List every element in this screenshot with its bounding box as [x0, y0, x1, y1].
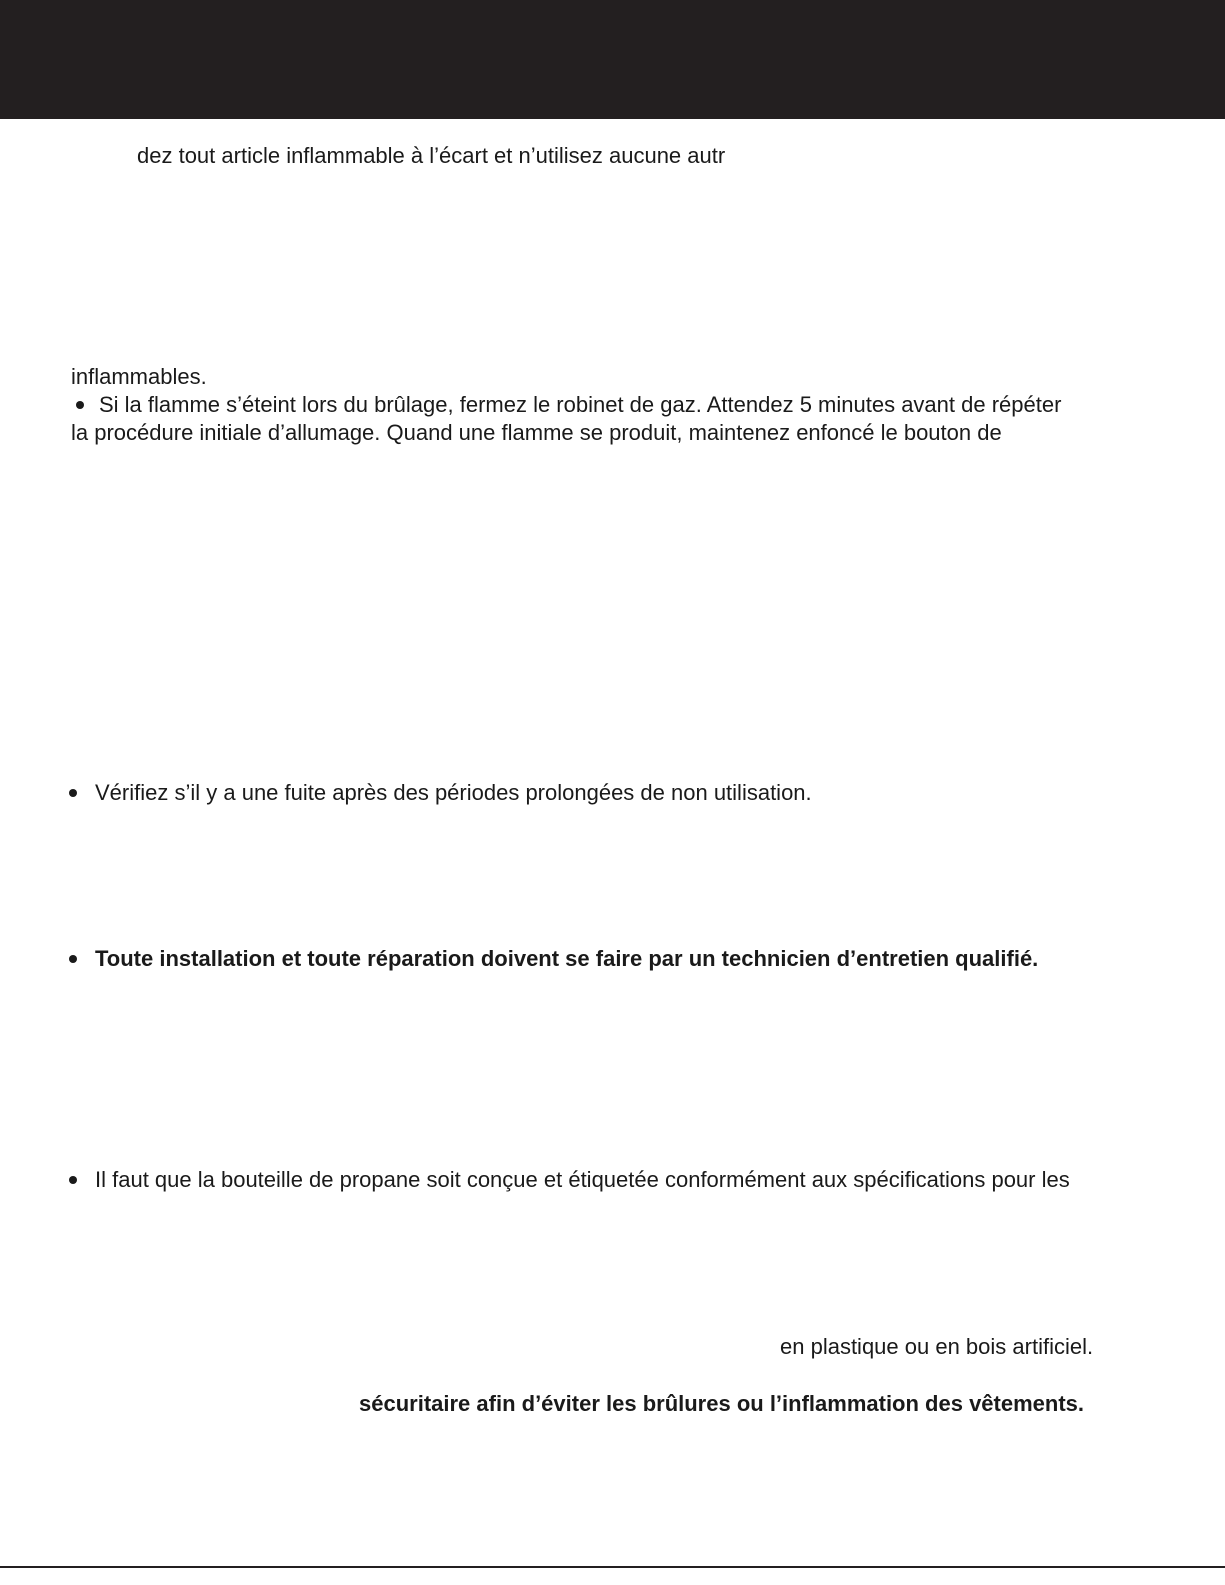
bullet-icon — [69, 789, 77, 797]
text-line-5: Vérifiez s’il y a une fuite après des périodes prolongées de non utilisation. — [95, 780, 812, 805]
text-line-4: la procédure initiale d’allumage. Quand une flamme se produit, maintenez enfoncé le bouton de — [71, 420, 1002, 445]
text-line-7: Il faut que la bouteille de propane soit conçue et étiquetée conformément aux spécifications pour les — [95, 1167, 1070, 1192]
text-line-6: Toute installation et toute réparation doivent se faire par un technicien d’entretien qualifié. — [95, 946, 1039, 971]
text-line-9: sécuritaire afin d’éviter les brûlures ou l’inflammation des vêtements. — [359, 1391, 1085, 1416]
text-line-3: Si la flamme s’éteint lors du brûlage, fermez le robinet de gaz. Attendez 5 minutes avant de répéter — [99, 392, 1062, 417]
header-band — [0, 0, 1225, 119]
text-line-1: dez tout article inflammable à l’écart et n’utilisez aucune autr — [137, 143, 726, 168]
text-line-2: inflammables. — [71, 364, 207, 389]
text-line-8: en plastique ou en bois artificiel. — [780, 1334, 1094, 1359]
bottom-rule — [0, 1566, 1225, 1568]
bullet-icon — [69, 1176, 77, 1184]
bullet-icon — [69, 955, 77, 963]
bullet-icon — [76, 401, 84, 409]
